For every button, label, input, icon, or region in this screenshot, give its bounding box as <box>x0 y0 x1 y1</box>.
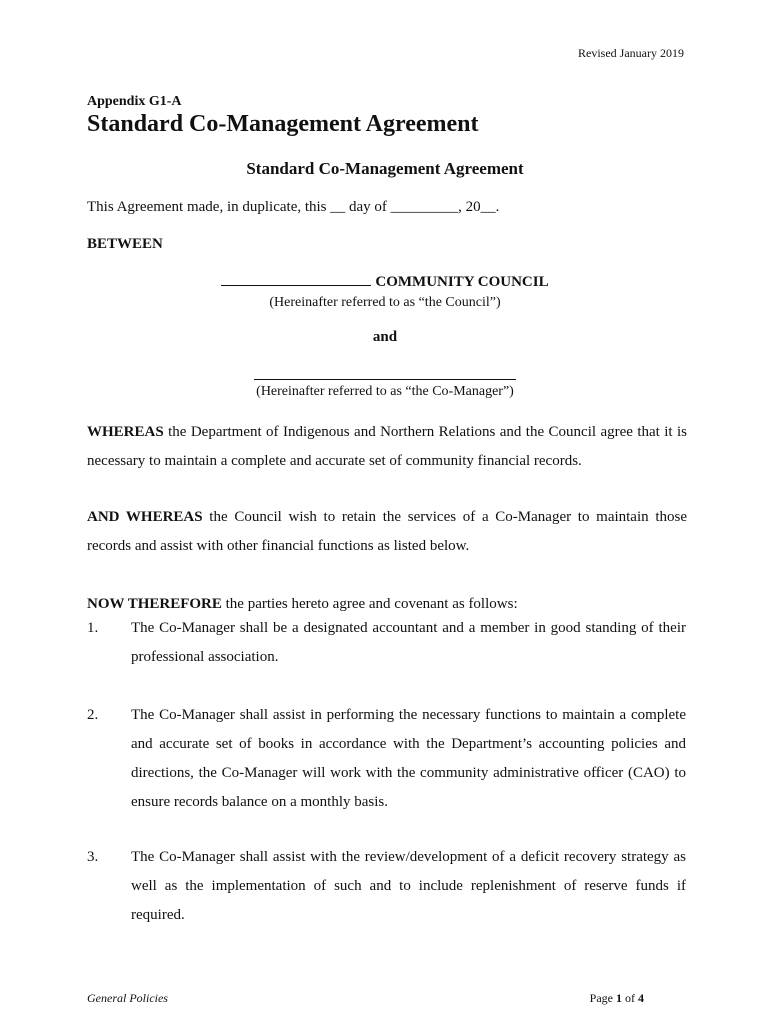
council-name-blank <box>221 273 371 286</box>
page-total: 4 <box>638 991 644 1005</box>
and-separator: and <box>372 329 398 345</box>
whereas-paragraph <box>87 418 687 476</box>
council-reference: (Hereinafter referred to as “the Council”) <box>269 295 501 310</box>
list-item: The Co-Manager shall assist in performing the necessary functions to maintain a complete and accurate set of books in accordance with the Department’s accounting policies and directions, the Co-Manager will work with the community administrative officer (CAO) to ensure records balance on a monthly basis. <box>131 707 686 810</box>
page-of: of <box>622 991 638 1005</box>
co-manager-reference: (Hereinafter referred to as “the Co-Manager”) <box>256 384 514 399</box>
and-whereas-paragraph <box>87 503 687 561</box>
appendix-label: Appendix G1-A <box>87 94 182 109</box>
council-name-line <box>0 273 770 291</box>
now-therefore-lead: NOW THEREFORE <box>87 596 222 612</box>
revision-date: Revised January 2019 <box>578 46 684 60</box>
list-item-number: 2. <box>87 707 99 723</box>
whereas-text: the Department of Indigenous and Northern Relations and the Council agree that it is necessary to maintain a complete and accurate set of community financial records. <box>87 424 687 469</box>
co-manager-name-blank <box>254 379 516 380</box>
now-therefore-text: the parties hereto agree and covenant as follows: <box>221 596 518 612</box>
page-label: Page <box>589 991 616 1005</box>
between-heading: BETWEEN <box>87 236 163 252</box>
list-item-number: 3. <box>87 849 99 865</box>
opening-line: This Agreement made, in duplicate, this __ day of _________, 20__. <box>87 199 500 215</box>
list-item: The Co-Manager shall be a designated accountant and a member in good standing of their professional association. <box>131 620 686 665</box>
page-title: Standard Co-Management Agreement <box>87 111 479 137</box>
agreement-subtitle: Standard Co-Management Agreement <box>246 159 524 178</box>
footer-section: General Policies <box>87 991 168 1005</box>
page-current: 1 <box>616 991 622 1005</box>
list-item-number: 1. <box>87 620 99 636</box>
and-whereas-lead: AND WHEREAS <box>87 509 203 525</box>
and-whereas-text: the Council wish to retain the services of a Co-Manager to maintain those records and assist with other financial functions as listed below. <box>87 509 687 554</box>
list-item: The Co-Manager shall assist with the review/development of a deficit recovery strategy as well as the implementation of such and to include replenishment of reserve funds if required. <box>131 849 686 923</box>
page-number <box>590 991 644 1006</box>
council-name-label: COMMUNITY COUNCIL <box>375 274 549 290</box>
whereas-lead: WHEREAS <box>87 424 164 440</box>
